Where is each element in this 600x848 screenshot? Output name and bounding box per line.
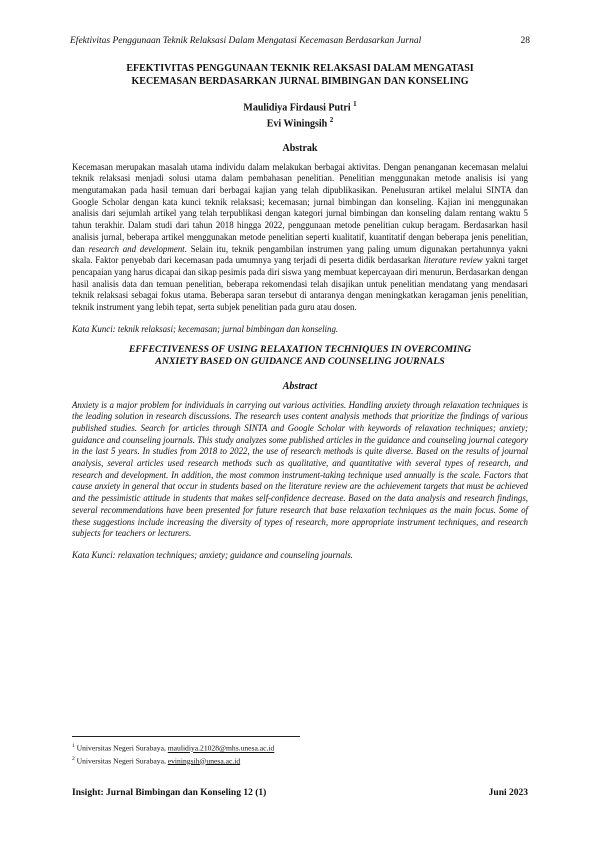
english-title-line-2: ANXIETY BASED ON GUIDANCE AND COUNSELING JOURNALS: [155, 356, 445, 367]
paper-title: [72, 62, 528, 88]
footnote-1: [72, 741, 300, 754]
footnotes: [72, 736, 300, 766]
author-2-affiliation-mark: 2: [329, 116, 334, 125]
author-2: [72, 114, 528, 130]
abstract-id-segment-3: yakni target pencapaian yang harus dicapai dan sikap pesimis pada diri siswa yang membuat kepercayaan diri menurun. Berdasarkan dengan hasil analisis data dan temuan penelitian, beberapa rekomendasi telah disajikan untuk penelitian mendatang yang mendasari teknik relaksasi sebagai fokus utama. Beberapa saran tersebut di antaranya dengan meningkatkan keragaman jenis penelitian, teknik instrument yang lebih tepat, serta subjek penelitian pada guru atau dosen.: [72, 255, 528, 313]
abstract-body-id: [72, 162, 528, 314]
abstract-heading-en: Abstract: [282, 380, 318, 392]
author-1-name: Maulidiya Firdausi Putri: [243, 102, 351, 114]
footnote-2-affiliation: Universitas Negeri Surabaya,: [76, 756, 168, 766]
abstract-id-italic-2: literature review: [423, 255, 483, 266]
footnote-1-mark: 1: [72, 743, 75, 749]
paper-title-line-2: KECEMASAN BERDASARKAN JURNAL BIMBINGAN DAN KONSELING: [131, 76, 469, 87]
abstract-id-segment-1: Kecemasan merupakan masalah utama individu dalam melakukan berbagai aktivitas. Dengan penanganan kecemasan melalui teknik relaksasi menjadi solusi utama dalam pembahasan penelitian. Penelitian menggunakan metode analisis isi yang mengutamakan pada hasil temuan dari berbagai kajian yang telah dipublikasikan. Penelusuran artikel melalui SINTA dan Google Scholar dengan kata kunci teknik relaksasi; kecemasan; jurnal bimbingan dan konseling. Kajian ini menggunakan analisis dari sejumlah artikel yang telah terpublikasi dengan kategori jurnal bimbingan dan konseling dalam rentang waktu 5 tahun terakhir. Dalam studi dari tahun 2018 hingga 2022, penggunaan metode penelitian cukup beragam. Berdasarkan hasil analisis jurnal, beberapa artikel menggunakan metode penelitian seperti kualitatif, kuantitatif dengan beberapa jenis penelitian, dan: [72, 161, 528, 254]
author-1: [72, 98, 528, 114]
abstract-id-italic-1: research and development: [88, 243, 185, 254]
footer-date: Juni 2023: [488, 788, 528, 798]
abstract-body-en: Anxiety is a major problem for individuals in carrying out various activities. Handling anxiety through relaxation techniques is the leading solution in research discussions. The research uses content analysis methods that prioritize the findings of various published studies. Search for articles through SINTA and Google Scholar with keywords of relaxation techniques; anxiety; guidance and counseling journals. This study analyzes some published articles in the guidance and counseling journal category in the last 5 years. In studies from 2018 to 2022, the use of research methods is quite diverse. Based on the results of journal analysis, several articles used research methods such as qualitative, and quantitative with several types of research, and research and development. In addition, the most common instrument-taking technique used annually is the scale. Factors that cause anxiety in general that occur in students based on the literature review are the achievement targets that must be achieved and the pessimistic attitude in students that makes self-confidence decrease. Based on the data analysis and research findings, several recommendations have been presented for future research that base relaxation techniques as the main focus. Some of these suggestions include increasing the diversity of types of research, more appropriate instrument techniques, and research subjects for teachers or lecturers.: [72, 399, 528, 539]
page-footer: [72, 788, 528, 798]
paper-title-line-1: EFEKTIVITAS PENGGUNAAN TEKNIK RELAKSASI DALAM MENGATASI: [126, 63, 474, 74]
author-1-affiliation-mark: 1: [353, 100, 357, 108]
author-list: [72, 98, 528, 131]
running-title: Efektivitas Penggunaan Teknik Relaksasi Dalam Mengatasi Kecemasan Berdasarkan Jurnal: [70, 36, 422, 46]
english-title-line-1: EFFECTIVENESS OF USING RELAXATION TECHNIQUES IN OVERCOMING: [128, 343, 472, 355]
keywords-id: Kata Kunci: teknik relaksasi; kecemasan; jurnal bimbingan dan konseling.: [72, 323, 339, 334]
abstract-id-segment-2: . Selain itu, teknik pengambilan instrumen yang paling umum digunakan pertahunnya yakni skala. Faktor penyebab dari kecemasan pada umumnya yang terjadi di peserta didik berdasarkan: [72, 243, 528, 266]
footnote-1-email-link[interactable]: maulidiya.21028@mhs.unesa.ac.id: [167, 743, 275, 753]
abstract-heading-id: Abstrak: [282, 142, 318, 154]
running-header: [70, 36, 530, 46]
keywords-en: Kata Kunci: relaxation techniques; anxiety; guidance and counseling journals.: [72, 549, 353, 560]
footnote-2-email-link[interactable]: eviningsih@unesa.ac.id: [167, 756, 241, 766]
footnote-1-affiliation: Universitas Negeri Surabaya,: [76, 743, 168, 753]
author-2-name: Evi Winingsih: [266, 118, 328, 130]
page-number: 28: [520, 36, 530, 46]
english-title: [72, 344, 528, 369]
footnote-2-mark: 2: [72, 755, 75, 762]
footer-journal: Insight: Jurnal Bimbingan dan Konseling 12 (1): [72, 788, 267, 798]
footnote-2: [72, 754, 300, 767]
main-content: [72, 62, 528, 562]
